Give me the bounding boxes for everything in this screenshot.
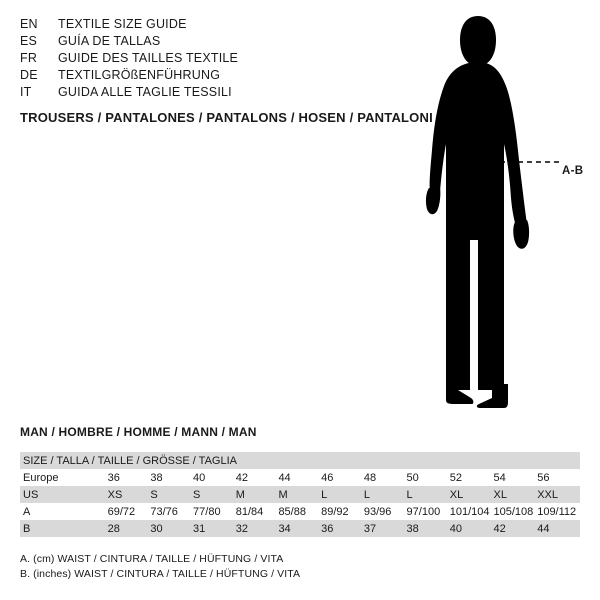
table-cell: 44	[537, 522, 550, 535]
table-cell: 36	[321, 522, 334, 535]
table-cell: 38	[150, 471, 163, 484]
language-text: TEXTILE SIZE GUIDE	[58, 17, 187, 31]
table-cell: 40	[449, 522, 463, 535]
language-code: ES	[20, 34, 38, 48]
table-cell: S	[193, 488, 201, 501]
footnote-a: A. (cm) WAIST / CINTURA / TAILLE / HÜFTUNG / VITA	[20, 553, 284, 565]
table-cell: 56	[537, 471, 550, 484]
table-cell: 101/104	[449, 505, 490, 518]
row-label: A	[23, 505, 31, 518]
table-cell: 77/80	[193, 505, 221, 518]
table-row	[20, 452, 580, 469]
language-code: IT	[20, 85, 32, 99]
language-text: TEXTILGRÖßENFÜHRUNG	[58, 68, 221, 82]
table-cell: L	[363, 488, 370, 501]
table-row	[20, 520, 580, 537]
table-cell: 38	[406, 522, 419, 535]
table-cell: 42	[493, 522, 506, 535]
table-cell: 31	[193, 522, 206, 535]
table-cell: 37	[363, 522, 377, 535]
language-row	[20, 33, 400, 50]
category-title: TROUSERS / PANTALONES / PANTALONS / HOSEN / PANTALONI	[20, 110, 433, 125]
language-text: GUIDE DES TAILLES TEXTILE	[58, 51, 239, 65]
language-code: FR	[20, 51, 38, 65]
language-text: GUIDA ALLE TAGLIE TESSILI	[58, 85, 232, 99]
table-cell: 52	[449, 471, 463, 484]
table-cell: 28	[107, 522, 120, 535]
table-cell: 42	[235, 471, 248, 484]
language-row	[20, 67, 400, 84]
row-label: SIZE / TALLA / TAILLE / GRÖSSE / TAGLIA	[23, 454, 237, 467]
table-cell: 81/84	[235, 505, 264, 518]
table-row	[20, 503, 580, 520]
table-cell: 40	[193, 471, 206, 484]
table-cell: 50	[406, 471, 419, 484]
table-cell: M	[278, 488, 288, 501]
table-cell: XS	[107, 488, 123, 501]
table-cell: 54	[493, 471, 506, 484]
row-label: US	[23, 488, 39, 501]
row-label: Europe	[23, 471, 59, 484]
table-cell: 85/88	[278, 505, 306, 518]
table-cell: 105/108	[493, 505, 534, 518]
table-cell: XXL	[537, 488, 558, 501]
table-row	[20, 486, 580, 503]
table-cell: 36	[107, 471, 120, 484]
table-cell: 73/76	[150, 505, 178, 518]
row-label: B	[23, 522, 31, 535]
size-table	[20, 452, 580, 537]
language-row	[20, 16, 400, 33]
table-title: MAN / HOMBRE / HOMME / MANN / MAN	[20, 425, 257, 439]
table-cell: M	[235, 488, 245, 501]
table-cell: XL	[449, 488, 464, 501]
language-header-block	[20, 16, 400, 101]
language-text: GUÍA DE TALLAS	[58, 34, 161, 48]
footnote-b: B. (inches) WAIST / CINTURA / TAILLE / HÜFTUNG / VITA	[20, 568, 301, 580]
man-silhouette-icon	[400, 10, 590, 410]
measure-label: A-B	[562, 165, 584, 177]
table-cell: L	[406, 488, 413, 501]
table-cell: 48	[363, 471, 377, 484]
table-cell: XL	[493, 488, 507, 501]
figure-illustration	[400, 10, 590, 410]
language-code: EN	[20, 17, 38, 31]
table-cell: 44	[278, 471, 291, 484]
footnotes	[20, 552, 300, 582]
table-cell: 46	[321, 471, 334, 484]
table-cell: L	[321, 488, 328, 501]
table-cell: 34	[278, 522, 291, 535]
table-cell: S	[150, 488, 158, 501]
language-row	[20, 50, 400, 67]
table-cell: 97/100	[406, 505, 441, 518]
language-row	[20, 84, 400, 101]
table-cell: 69/72	[107, 505, 136, 518]
table-row	[20, 469, 580, 486]
table-cell: 30	[150, 522, 163, 535]
table-cell: 93/96	[363, 505, 392, 518]
table-cell: 32	[235, 522, 248, 535]
language-code: DE	[20, 68, 38, 82]
table-cell: 109/112	[537, 505, 577, 518]
table-cell: 89/92	[321, 505, 349, 518]
